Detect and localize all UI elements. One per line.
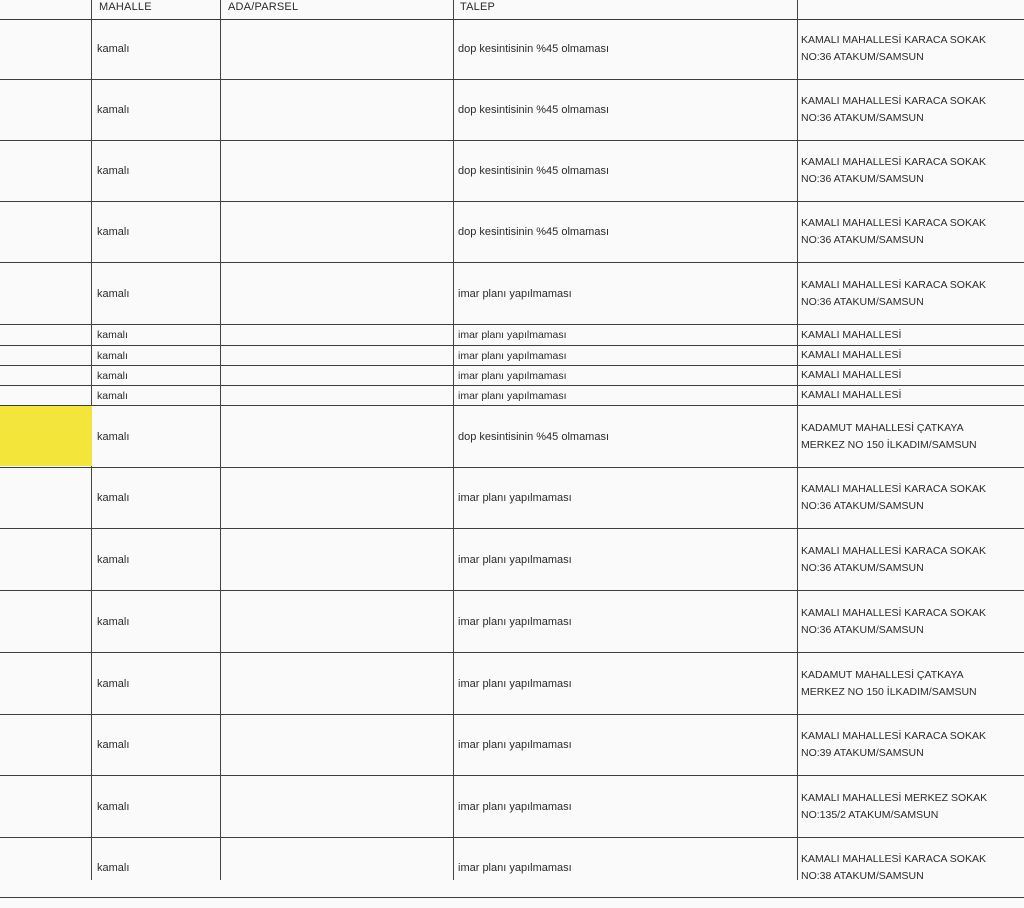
adres-line-2: NO:38 ATAKUM/SAMSUN <box>801 869 924 882</box>
adres-line-1: KAMALI MAHALLESİ KARACA SOKAK <box>801 606 986 619</box>
adres-cell <box>801 366 1024 385</box>
table-row <box>0 263 1024 325</box>
table-row <box>0 653 1024 715</box>
adres-cell <box>801 325 1024 345</box>
mahalle-cell: kamalı <box>97 165 130 177</box>
mahalle-cell: kamalı <box>97 677 130 690</box>
mahalle-cell: kamalı <box>97 43 130 55</box>
adres-line-1: KAMALI MAHALLESİ <box>801 328 902 341</box>
adres-line-1: KAMALI MAHALLESİ <box>801 349 902 361</box>
mahalle-cell: kamalı <box>97 104 130 116</box>
table-row <box>0 141 1024 202</box>
talep-cell: imar planı yapılmaması <box>458 492 572 504</box>
mahalle-cell: kamalı <box>97 349 128 362</box>
adres-line-1: KAMALI MAHALLESİ KARACA SOKAK <box>801 156 986 168</box>
table-row <box>0 591 1024 653</box>
table-row <box>0 468 1024 529</box>
adres-line-2: NO:36 ATAKUM/SAMSUN <box>801 112 924 124</box>
table-row <box>0 838 1024 898</box>
adres-line-2: MERKEZ NO 150 İLKADIM/SAMSUN <box>801 438 977 451</box>
mahalle-cell: kamalı <box>97 389 128 402</box>
adres-cell <box>801 141 1024 201</box>
mahalle-cell: kamalı <box>97 287 130 300</box>
header-ada-parsel: ADA/PARSEL <box>228 1 299 13</box>
mahalle-cell: kamalı <box>97 553 130 566</box>
mahalle-cell: kamalı <box>97 226 130 238</box>
adres-line-2: NO:36 ATAKUM/SAMSUN <box>801 295 924 308</box>
table-row <box>0 529 1024 591</box>
mahalle-cell: kamalı <box>97 492 130 504</box>
adres-line-1: KAMALI MAHALLESİ KARACA SOKAK <box>801 217 986 229</box>
adres-line-1: KAMALI MAHALLESİ <box>801 389 902 401</box>
talep-cell: dop kesintisinin %45 olmaması <box>458 43 610 55</box>
talep-cell: dop kesintisinin %45 olmaması <box>458 165 610 177</box>
adres-cell <box>801 406 1024 467</box>
talep-cell: imar planı yapılmaması <box>458 800 572 813</box>
table-row <box>0 386 1024 406</box>
adres-cell <box>801 838 1024 897</box>
adres-cell <box>801 715 1024 775</box>
mahalle-cell: kamalı <box>97 430 130 443</box>
talep-cell: imar planı yapılmaması <box>458 389 567 402</box>
adres-line-1: KAMALI MAHALLESİ <box>801 369 902 381</box>
table-header <box>0 0 1024 20</box>
adres-line-1: KAMALI MAHALLESİ KARACA SOKAK <box>801 278 986 291</box>
adres-line-1: KAMALI MAHALLESİ KARACA SOKAK <box>801 544 986 557</box>
talep-cell: dop kesintisinin %45 olmaması <box>458 430 610 443</box>
adres-line-2: NO:39 ATAKUM/SAMSUN <box>801 747 924 759</box>
table-row <box>0 19 1024 80</box>
header-mahalle: MAHALLE <box>99 1 152 13</box>
adres-line-2: NO:36 ATAKUM/SAMSUN <box>801 51 924 63</box>
table-row <box>0 715 1024 776</box>
adres-cell <box>801 776 1024 837</box>
table-row <box>0 80 1024 141</box>
adres-cell <box>801 80 1024 140</box>
talep-cell: imar planı yapılmaması <box>458 349 567 362</box>
adres-line-2: NO:36 ATAKUM/SAMSUN <box>801 173 924 185</box>
mahalle-cell: kamalı <box>97 329 128 341</box>
talep-cell: imar planı yapılmaması <box>458 329 567 341</box>
talep-cell: imar planı yapılmaması <box>458 553 572 566</box>
adres-line-2: NO:36 ATAKUM/SAMSUN <box>801 561 924 574</box>
adres-line-1: KAMALI MAHALLESİ KARACA SOKAK <box>801 852 986 865</box>
table-row <box>0 325 1024 346</box>
adres-line-1: KAMALI MAHALLESİ MERKEZ SOKAK <box>801 791 988 804</box>
adres-cell <box>801 468 1024 528</box>
adres-line-2: NO:36 ATAKUM/SAMSUN <box>801 500 924 512</box>
adres-line-1: KADAMUT MAHALLESİ ÇATKAYA <box>801 668 964 681</box>
adres-line-2: NO:135/2 ATAKUM/SAMSUN <box>801 808 939 821</box>
header-talep: TALEP <box>460 1 496 13</box>
table-row <box>0 346 1024 366</box>
adres-line-1: KADAMUT MAHALLESİ ÇATKAYA <box>801 421 964 434</box>
talep-cell: imar planı yapılmaması <box>458 615 572 628</box>
adres-cell <box>801 386 1024 405</box>
adres-line-2: NO:36 ATAKUM/SAMSUN <box>801 234 924 246</box>
adres-cell <box>801 346 1024 365</box>
adres-line-1: KAMALI MAHALLESİ KARACA SOKAK <box>801 730 986 742</box>
adres-cell <box>801 653 1024 714</box>
talep-cell: imar planı yapılmaması <box>458 739 572 751</box>
talep-cell: imar planı yapılmaması <box>458 287 572 300</box>
adres-cell <box>801 591 1024 652</box>
adres-cell <box>801 202 1024 262</box>
talep-cell: imar planı yapılmaması <box>458 861 572 874</box>
table-row <box>0 406 1024 468</box>
table-row <box>0 202 1024 263</box>
talep-cell: imar planı yapılmaması <box>458 677 572 690</box>
mahalle-cell: kamalı <box>97 739 130 751</box>
adres-line-1: KAMALI MAHALLESİ KARACA SOKAK <box>801 34 986 46</box>
talep-cell: dop kesintisinin %45 olmaması <box>458 226 610 238</box>
talep-cell: dop kesintisinin %45 olmaması <box>458 104 610 116</box>
adres-cell <box>801 263 1024 324</box>
adres-cell <box>801 19 1024 79</box>
adres-line-2: NO:36 ATAKUM/SAMSUN <box>801 623 924 636</box>
mahalle-cell: kamalı <box>97 369 128 382</box>
adres-line-1: KAMALI MAHALLESİ KARACA SOKAK <box>801 95 986 107</box>
talep-cell: imar planı yapılmaması <box>458 369 567 382</box>
mahalle-cell: kamalı <box>97 615 130 628</box>
table-row <box>0 776 1024 838</box>
adres-cell <box>801 529 1024 590</box>
mahalle-cell: kamalı <box>97 800 130 813</box>
mahalle-cell: kamalı <box>97 861 130 874</box>
table-row <box>0 366 1024 386</box>
adres-line-2: MERKEZ NO 150 İLKADIM/SAMSUN <box>801 685 977 698</box>
adres-line-1: KAMALI MAHALLESİ KARACA SOKAK <box>801 483 986 495</box>
